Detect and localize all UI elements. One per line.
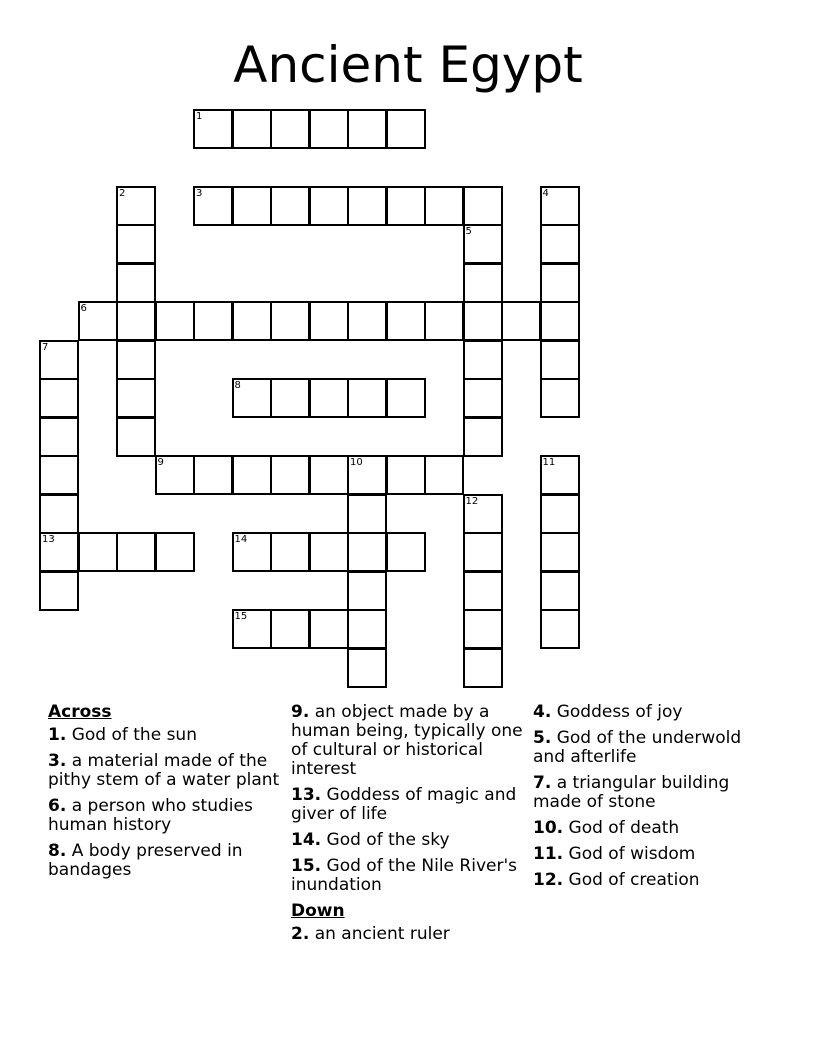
grid-cell[interactable] (540, 340, 580, 380)
clue-number: 6 (80, 303, 87, 314)
grid-cell[interactable] (347, 494, 387, 534)
clue-item-number: 6. (48, 796, 67, 816)
clue-item-number: 2. (291, 924, 310, 944)
grid-cell[interactable] (463, 648, 503, 688)
clue-item-number: 8. (48, 841, 67, 861)
grid-cell[interactable] (270, 532, 310, 572)
clue-number: 12 (465, 495, 479, 507)
clue-item-text: a person who studies human history (48, 796, 253, 835)
grid-cell[interactable] (232, 109, 272, 149)
clue-number: 5 (465, 226, 472, 237)
grid-cell[interactable] (463, 340, 503, 380)
grid-cell[interactable] (309, 532, 349, 572)
grid-cell[interactable] (347, 109, 387, 149)
grid-cell[interactable] (463, 571, 503, 611)
section-heading: Across (48, 702, 112, 722)
grid-cell[interactable] (39, 417, 79, 457)
grid-cell[interactable] (193, 301, 233, 341)
clue-item-text: God of death (568, 818, 680, 838)
clue-item-text: God of the underwold and afterlife (533, 728, 742, 767)
clue-number: 10 (350, 457, 363, 468)
grid-cell[interactable] (463, 301, 503, 341)
clue-item (291, 925, 536, 944)
grid-cell[interactable] (540, 301, 580, 341)
clue-item-number: 5. (533, 728, 552, 748)
grid-cell[interactable] (155, 532, 195, 572)
grid-cell[interactable] (116, 532, 156, 572)
clue-item-text: God of creation (568, 870, 700, 890)
clues-column-3 (533, 703, 778, 897)
grid-cell[interactable] (463, 378, 503, 418)
grid-cell[interactable] (78, 532, 118, 572)
clue-item-text: God of the sun (71, 725, 197, 745)
clue-number: 1 (196, 110, 203, 122)
grid-cell[interactable] (39, 494, 79, 534)
clue-item-number: 15. (291, 856, 322, 876)
grid-cell[interactable] (386, 532, 426, 572)
grid-cell[interactable] (386, 455, 426, 495)
grid-cell[interactable] (386, 378, 426, 418)
clue-number: 14 (234, 534, 248, 545)
grid-cell[interactable] (309, 301, 349, 341)
clue-item (48, 726, 293, 745)
grid-cell[interactable] (424, 186, 464, 226)
grid-cell[interactable] (347, 609, 387, 649)
grid-cell[interactable] (540, 263, 580, 303)
grid-cell[interactable] (540, 571, 580, 611)
clue-item-number: 10. (533, 818, 564, 838)
grid-cell[interactable] (463, 532, 503, 572)
grid-cell[interactable] (116, 340, 156, 380)
grid-cell[interactable] (386, 109, 426, 149)
grid-cell[interactable] (540, 532, 580, 572)
grid-cell[interactable] (463, 186, 503, 226)
grid-cell[interactable] (39, 571, 79, 611)
clue-item (291, 831, 536, 850)
clue-item-number: 4. (533, 702, 552, 722)
grid-cell[interactable] (463, 417, 503, 457)
clue-item (291, 786, 536, 824)
grid-cell[interactable] (116, 301, 156, 341)
clue-item-number: 12. (533, 870, 564, 890)
grid-cell[interactable] (386, 186, 426, 226)
clue-item-text: a triangular building made of stone (533, 773, 730, 812)
clue-number: 13 (42, 534, 55, 545)
grid-cell[interactable] (540, 378, 580, 418)
clue-item-text: Goddess of joy (556, 702, 683, 722)
grid-cell[interactable] (347, 532, 387, 572)
grid-cell[interactable] (309, 378, 349, 418)
grid-cell[interactable] (39, 378, 79, 418)
grid-cell[interactable] (116, 378, 156, 418)
clue-item-text: Goddess of magic and giver of life (291, 785, 517, 824)
clue-item-text: God of the Nile River's inundation (291, 856, 517, 895)
clue-item-number: 3. (48, 751, 67, 771)
grid-cell[interactable] (540, 609, 580, 649)
grid-cell[interactable] (116, 417, 156, 457)
grid-cell[interactable] (232, 455, 272, 495)
clues-column-2 (291, 703, 536, 951)
grid-cell[interactable] (386, 301, 426, 341)
grid-cell[interactable] (232, 301, 272, 341)
clue-item (48, 752, 293, 790)
clue-item (533, 729, 778, 767)
clue-item (533, 845, 778, 864)
grid-cell[interactable] (347, 648, 387, 688)
clue-number: 9 (157, 457, 164, 468)
grid-cell[interactable] (540, 224, 580, 264)
clue-item-text: an ancient ruler (314, 924, 450, 944)
grid-cell[interactable] (501, 301, 541, 341)
clue-item-number: 14. (291, 830, 322, 850)
grid-cell[interactable] (232, 186, 272, 226)
grid-cell[interactable] (347, 378, 387, 418)
grid-cell[interactable] (424, 455, 464, 495)
grid-cell[interactable] (309, 186, 349, 226)
clues-column-1 (48, 703, 293, 887)
clue-item (291, 703, 536, 779)
clue-item-number: 1. (48, 725, 67, 745)
clue-number: 11 (542, 457, 556, 468)
clue-item-number: 9. (291, 702, 310, 722)
grid-cell[interactable] (347, 571, 387, 611)
clue-item-number: 11. (533, 844, 564, 864)
clue-number: 3 (196, 187, 203, 199)
clue-item (533, 819, 778, 838)
clue-number: 15 (234, 611, 248, 622)
clue-number: 7 (42, 341, 49, 353)
grid-cell[interactable] (309, 455, 349, 495)
grid-cell[interactable] (309, 109, 349, 149)
grid-cell[interactable] (270, 609, 310, 649)
grid-cell[interactable] (116, 224, 156, 264)
clue-item-text: A body preserved in bandages (48, 841, 243, 880)
clue-item (533, 871, 778, 890)
grid-cell[interactable] (39, 455, 79, 495)
clue-item (533, 774, 778, 812)
grid-cell[interactable] (347, 301, 387, 341)
clue-number: 4 (542, 187, 549, 199)
section-heading: Down (291, 901, 345, 921)
grid-cell[interactable] (424, 301, 464, 341)
clue-item (48, 842, 293, 880)
grid-cell[interactable] (270, 109, 310, 149)
grid-cell[interactable] (270, 455, 310, 495)
clue-number: 2 (119, 187, 126, 199)
grid-cell[interactable] (270, 186, 310, 226)
grid-cell[interactable] (116, 263, 156, 303)
grid-cell[interactable] (540, 494, 580, 534)
grid-cell[interactable] (270, 378, 310, 418)
clue-item (291, 857, 536, 895)
clue-item-text: a material made of the pithy stem of a water plant (48, 751, 280, 790)
clue-item-number: 13. (291, 785, 322, 805)
grid-cell[interactable] (463, 609, 503, 649)
grid-cell[interactable] (463, 263, 503, 303)
clue-item-text: God of the sky (326, 830, 450, 850)
clue-item-text: an object made by a human being, typically one of cultural or historical interest (291, 702, 523, 779)
clue-number: 8 (234, 380, 241, 391)
clue-item (48, 797, 293, 835)
grid-cell[interactable] (347, 186, 387, 226)
grid-cell[interactable] (309, 609, 349, 649)
grid-cell[interactable] (193, 455, 233, 495)
grid-cell[interactable] (270, 301, 310, 341)
grid-cell[interactable] (155, 301, 195, 341)
clue-item (533, 703, 778, 722)
page-title: Ancient Egypt (233, 36, 583, 94)
clue-item-number: 7. (533, 773, 552, 793)
clue-item-text: God of wisdom (568, 844, 696, 864)
